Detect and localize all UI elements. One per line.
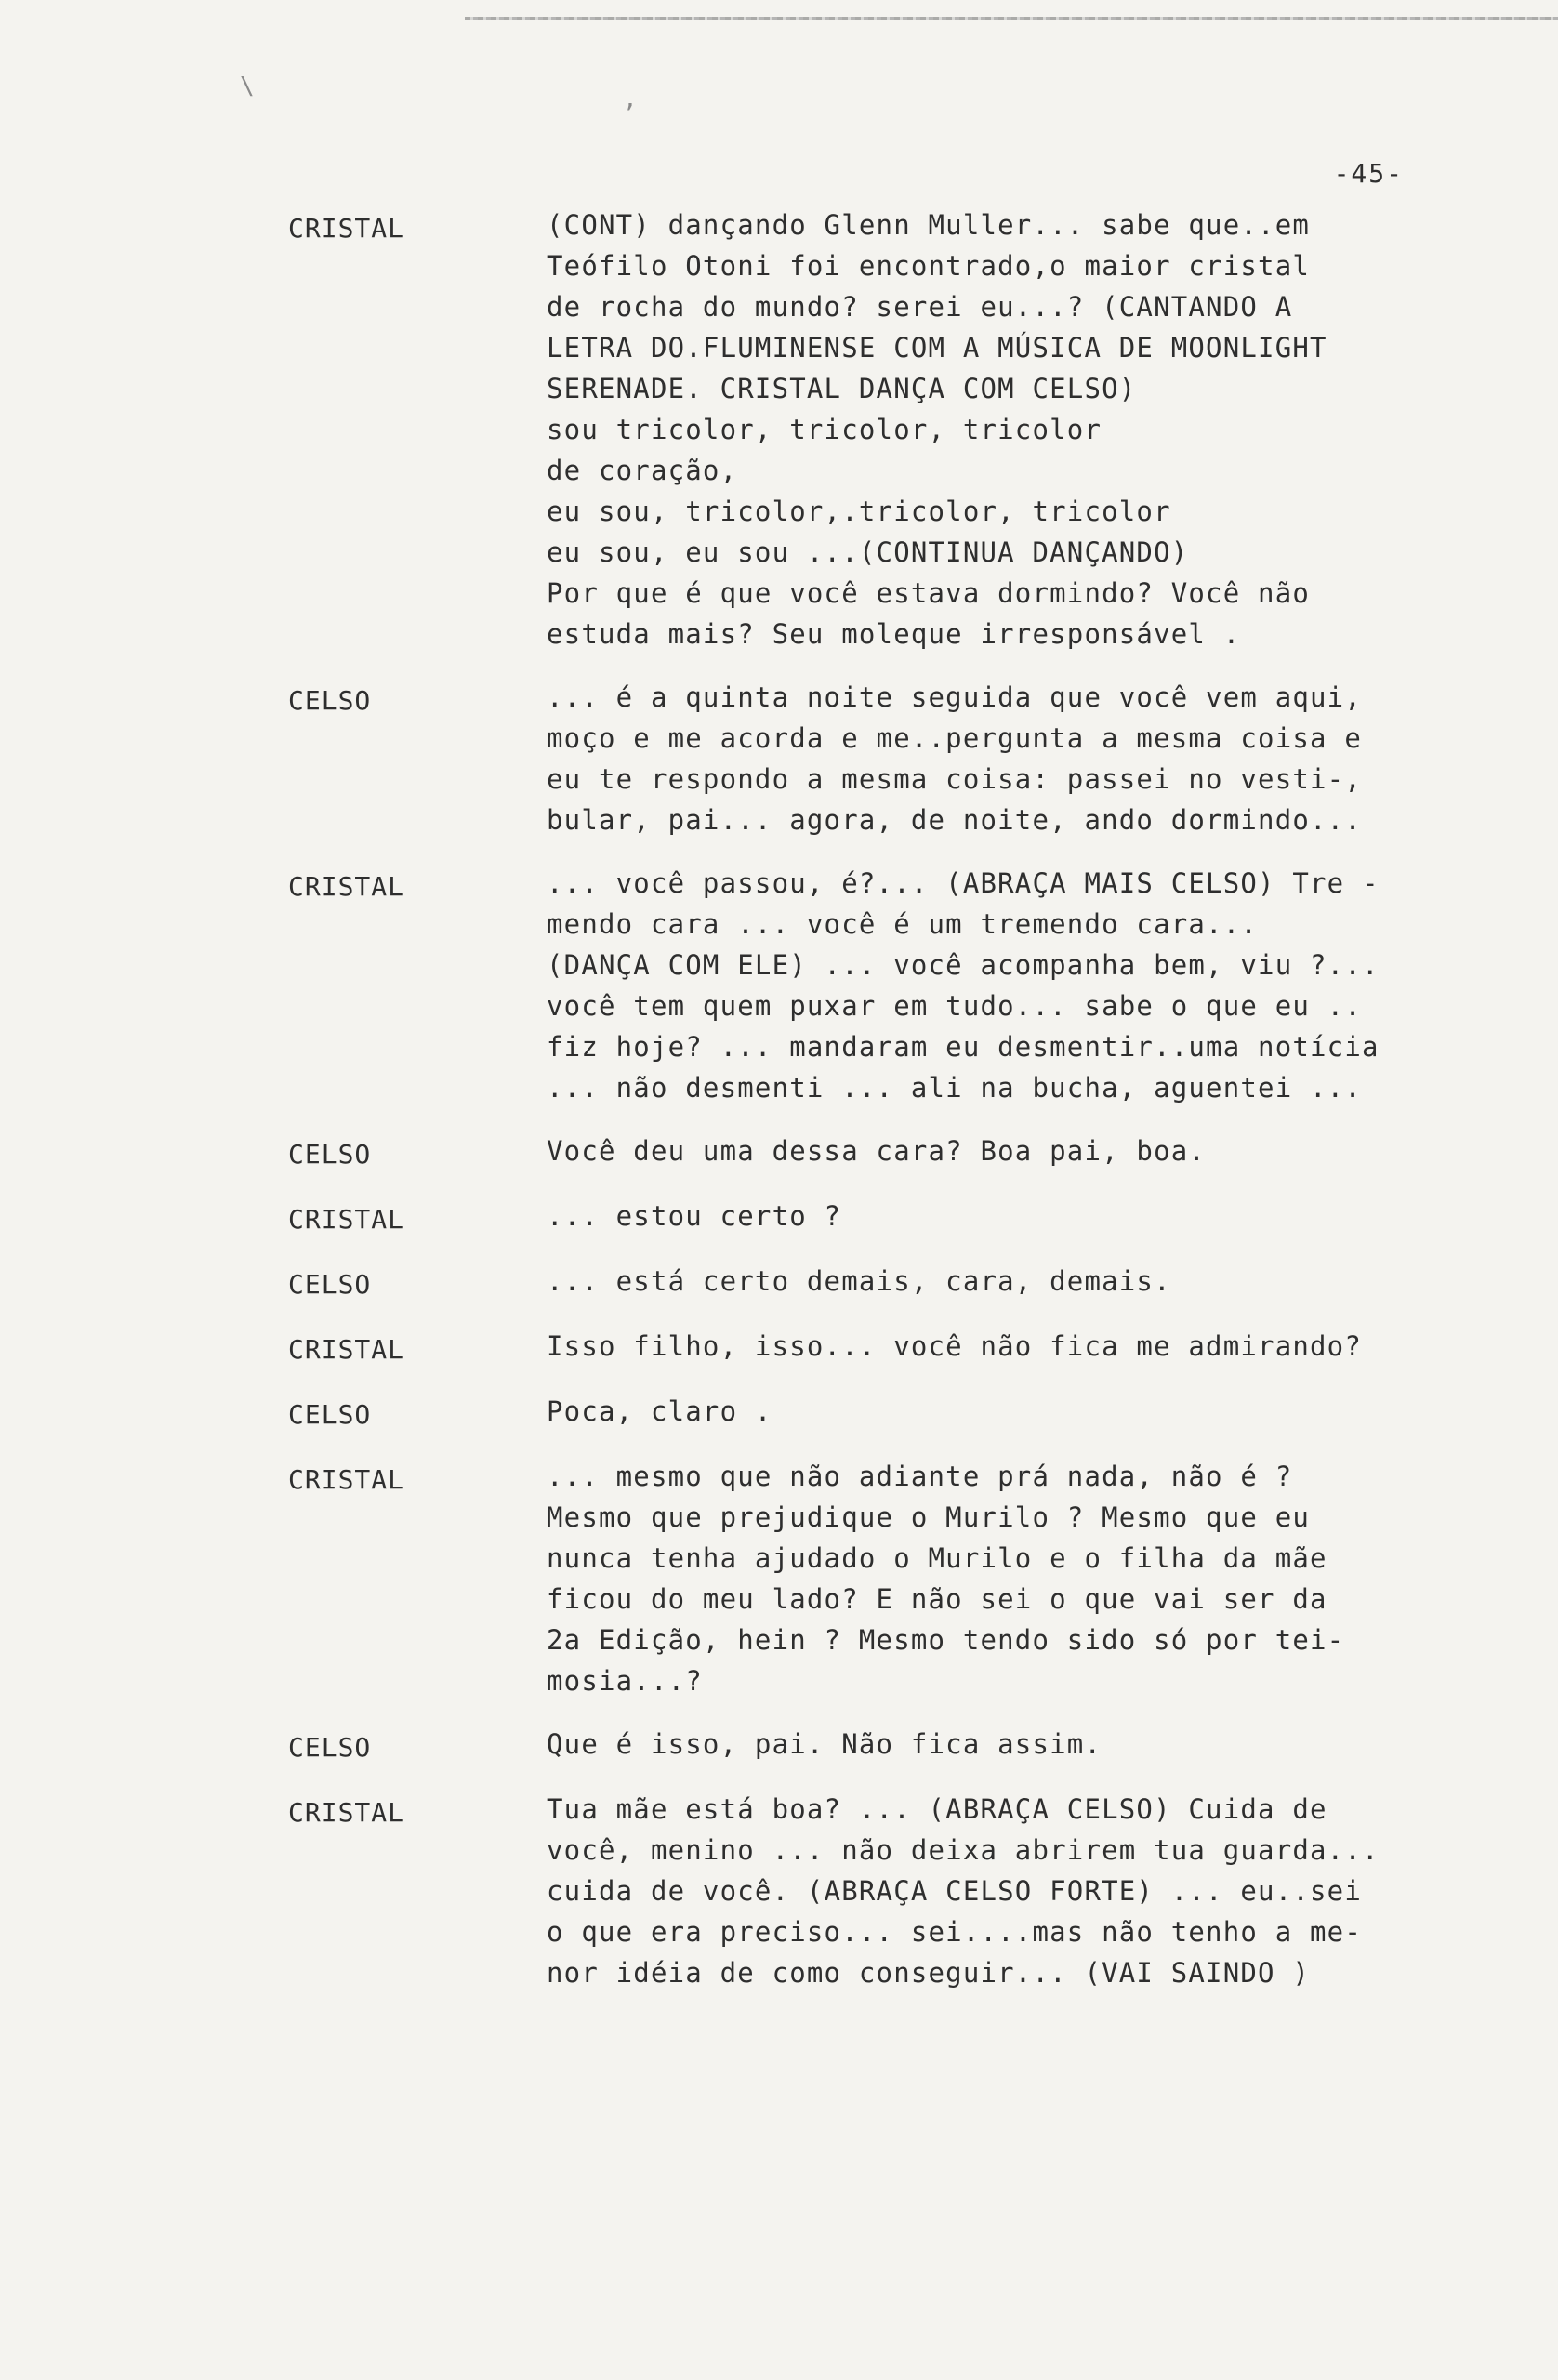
dialogue-line: LETRA DO.FLUMINENSE COM A MÚSICA DE MOONLIGHT bbox=[547, 332, 1327, 364]
dialogue-text bbox=[547, 205, 1420, 654]
speaker-name: CELSO bbox=[288, 1732, 372, 1763]
dialogue-line: Você deu uma dessa cara? Boa pai, boa. bbox=[547, 1135, 1207, 1167]
dialogue-text bbox=[547, 1391, 1420, 1434]
dialogue-block bbox=[0, 1724, 1558, 1766]
dialogue-line: SERENADE. CRISTAL DANÇA COM CELSO) bbox=[547, 373, 1137, 404]
dialogue-text bbox=[547, 1789, 1420, 1993]
dialogue-line: eu sou, tricolor,.tricolor, tricolor bbox=[547, 496, 1171, 527]
dialogue-line: o que era preciso... sei....mas não tenho a me- bbox=[547, 1916, 1362, 1948]
page-number: -45- bbox=[1333, 158, 1404, 189]
dialogue-line: ... é a quinta noite seguida que você vem aqui, bbox=[547, 681, 1362, 713]
dialogue-line: moço e me acorda e me..pergunta a mesma coisa e bbox=[547, 722, 1362, 754]
dialogue-text bbox=[547, 1724, 1420, 1766]
dialogue-line: Tua mãe está boa? ... (ABRAÇA CELSO) Cuida de bbox=[547, 1793, 1327, 1825]
dialogue-line: (DANÇA COM ELE) ... você acompanha bem, viu ?... bbox=[547, 949, 1380, 981]
dialogue-line: Teófilo Otoni foi encontrado,o maior cristal bbox=[547, 250, 1311, 282]
dialogue-block bbox=[0, 1130, 1558, 1173]
speaker-name: CRISTAL bbox=[288, 213, 405, 244]
speaker-name: CRISTAL bbox=[288, 871, 405, 902]
dialogue-block bbox=[0, 1391, 1558, 1434]
dialogue-text bbox=[547, 677, 1420, 840]
dialogue-text bbox=[547, 1326, 1420, 1368]
dialogue-line: ... você passou, é?... (ABRAÇA MAIS CELSO) Tre - bbox=[547, 867, 1380, 899]
dialogue-text bbox=[547, 1261, 1420, 1303]
dialogue-block bbox=[0, 1789, 1558, 1993]
dialogue-line: Poca, claro . bbox=[547, 1395, 772, 1427]
stray-mark: , bbox=[623, 86, 638, 113]
dialogue-line: você tem quem puxar em tudo... sabe o que eu .. bbox=[547, 990, 1362, 1022]
speaker-name: CRISTAL bbox=[288, 1204, 405, 1235]
dialogue-text bbox=[547, 863, 1420, 1108]
dialogue-block bbox=[0, 1456, 1558, 1701]
dialogue-line: ... não desmenti ... ali na bucha, aguentei ... bbox=[547, 1072, 1362, 1104]
dialogue-block bbox=[0, 1196, 1558, 1238]
speaker-name: CRISTAL bbox=[288, 1334, 405, 1365]
dialogue-block bbox=[0, 1326, 1558, 1368]
dialogue-line: eu sou, eu sou ...(CONTINUA DANÇANDO) bbox=[547, 536, 1189, 568]
dialogue-line: Mesmo que prejudique o Murilo ? Mesmo que eu bbox=[547, 1501, 1311, 1533]
dialogue-line: de rocha do mundo? serei eu...? (CANTANDO A bbox=[547, 291, 1293, 323]
dialogue-line: de coração, bbox=[547, 455, 738, 486]
dialogue-text bbox=[547, 1196, 1420, 1238]
dialogue-line: ... está certo demais, cara, demais. bbox=[547, 1265, 1171, 1297]
speaker-name: CRISTAL bbox=[288, 1464, 405, 1495]
dialogue-line: (CONT) dançando Glenn Muller... sabe que..em bbox=[547, 209, 1311, 241]
dialogue-block bbox=[0, 863, 1558, 1108]
dialogue-line: Isso filho, isso... você não fica me admirando? bbox=[547, 1330, 1362, 1362]
dialogue-line: mosia...? bbox=[547, 1665, 703, 1697]
dialogue-line: bular, pai... agora, de noite, ando dormindo... bbox=[547, 804, 1362, 836]
dialogue-line: ... mesmo que não adiante prá nada, não é ? bbox=[547, 1461, 1293, 1492]
top-edge-rule bbox=[465, 17, 1558, 20]
dialogue-text bbox=[547, 1456, 1420, 1701]
speaker-name: CRISTAL bbox=[288, 1797, 405, 1828]
dialogue-block bbox=[0, 677, 1558, 840]
dialogue-line: sou tricolor, tricolor, tricolor bbox=[547, 414, 1102, 445]
dialogue-line: ficou do meu lado? E não sei o que vai ser da bbox=[547, 1583, 1327, 1615]
dialogue-line: Que é isso, pai. Não fica assim. bbox=[547, 1728, 1102, 1760]
speaker-name: CELSO bbox=[288, 685, 372, 716]
dialogue-line: cuida de você. (ABRAÇA CELSO FORTE) ... eu..sei bbox=[547, 1875, 1362, 1907]
speaker-name: CELSO bbox=[288, 1269, 372, 1300]
speaker-name: CELSO bbox=[288, 1139, 372, 1170]
dialogue-line: eu te respondo a mesma coisa: passei no vesti-, bbox=[547, 763, 1362, 795]
dialogue-line: fiz hoje? ... mandaram eu desmentir..uma notícia bbox=[547, 1031, 1380, 1063]
dialogue-text bbox=[547, 1130, 1420, 1173]
dialogue-line: nor idéia de como conseguir... (VAI SAINDO ) bbox=[547, 1957, 1311, 1989]
dialogue-block bbox=[0, 205, 1558, 654]
dialogue-line: nunca tenha ajudado o Murilo e o filha da mãe bbox=[547, 1542, 1327, 1574]
dialogue-line: você, menino ... não deixa abrirem tua guarda... bbox=[547, 1834, 1380, 1866]
dialogue-line: ... estou certo ? bbox=[547, 1200, 842, 1232]
dialogue-block bbox=[0, 1261, 1558, 1303]
stray-mark: \ bbox=[240, 73, 255, 100]
dialogue-line: Por que é que você estava dormindo? Você não bbox=[547, 577, 1311, 609]
dialogue-line: 2a Edição, hein ? Mesmo tendo sido só por tei- bbox=[547, 1624, 1345, 1656]
dialogue-line: estuda mais? Seu moleque irresponsável . bbox=[547, 618, 1241, 650]
script-body bbox=[0, 205, 1558, 2016]
dialogue-line: mendo cara ... você é um tremendo cara... bbox=[547, 908, 1259, 940]
speaker-name: CELSO bbox=[288, 1399, 372, 1430]
